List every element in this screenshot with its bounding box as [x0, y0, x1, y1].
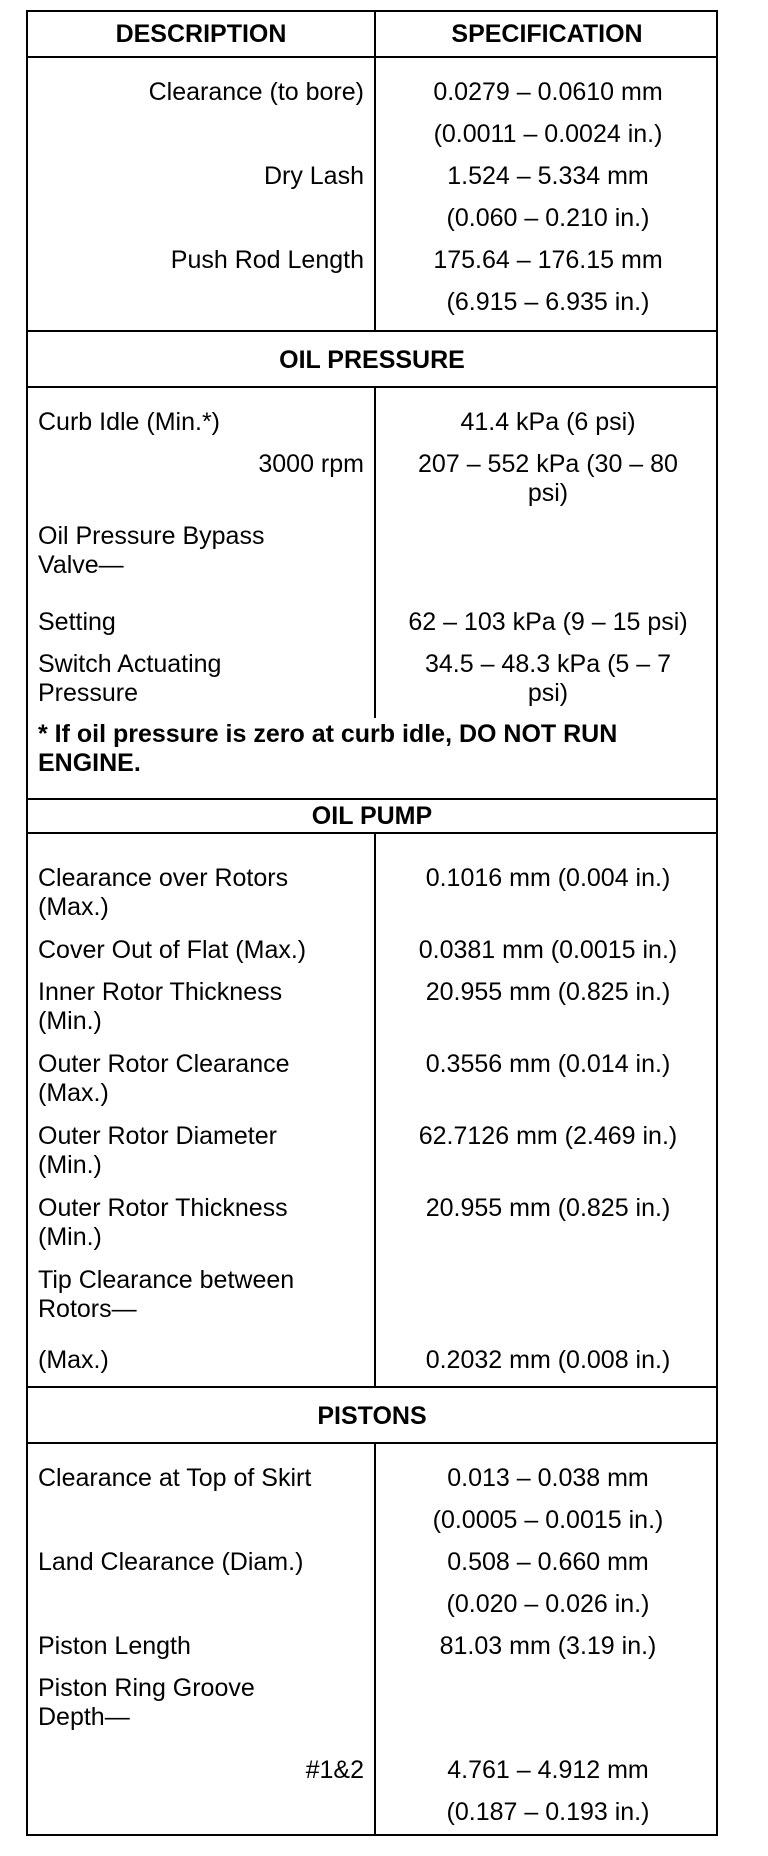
row-spec: 1.524 – 5.334 mm — [447, 162, 649, 190]
column-divider — [374, 1444, 376, 1836]
row-description: Push Rod Length — [170, 246, 364, 274]
section-rule — [28, 1386, 716, 1388]
row-description: Tip Clearance between Rotors— — [38, 1266, 295, 1323]
row-spec: 62.7126 mm (2.469 in.) — [418, 1122, 678, 1150]
row-description: Outer Rotor Diameter (Min.) — [38, 1122, 277, 1179]
row-spec: 0.013 – 0.038 mm — [447, 1464, 649, 1492]
row-description: Curb Idle (Min.*) — [38, 408, 220, 436]
column-divider — [374, 388, 376, 718]
row-description: Switch Actuating Pressure — [38, 650, 222, 707]
column-divider — [374, 834, 376, 1386]
row-description: Piston Ring Groove Depth— — [38, 1674, 255, 1731]
row-spec: 0.3556 mm (0.014 in.) — [425, 1050, 671, 1078]
row-description: Inner Rotor Thickness (Min.) — [38, 978, 283, 1035]
row-spec: 20.955 mm (0.825 in.) — [425, 978, 671, 1006]
row-description: Piston Length — [38, 1632, 191, 1660]
row-spec-imperial: (0.0011 – 0.0024 in.) — [433, 120, 663, 148]
row-spec: 20.955 mm (0.825 in.) — [425, 1194, 671, 1222]
header-rule — [28, 56, 716, 58]
row-description: Cover Out of Flat (Max.) — [38, 936, 307, 964]
section-rule — [28, 386, 716, 388]
row-spec: 41.4 kPa (6 psi) — [460, 408, 636, 436]
row-description: Clearance at Top of Skirt — [38, 1464, 312, 1492]
row-spec: 207 – 552 kPa (30 – 80 psi) — [418, 450, 678, 507]
column-divider — [374, 12, 376, 330]
column-header-description: DESCRIPTION — [115, 20, 287, 48]
row-description: Land Clearance (Diam.) — [38, 1548, 304, 1576]
row-spec-imperial: (0.020 – 0.026 in.) — [446, 1590, 650, 1618]
row-spec: 175.64 – 176.15 mm — [433, 246, 663, 274]
section-rule — [28, 798, 716, 800]
row-spec-imperial: (0.060 – 0.210 in.) — [446, 204, 650, 232]
row-spec: 0.1016 mm (0.004 in.) — [425, 864, 671, 892]
row-spec: 34.5 – 48.3 kPa (5 – 7 psi) — [424, 650, 671, 707]
row-description: (Max.) — [38, 1346, 109, 1374]
section-rule — [28, 832, 716, 834]
row-spec: 0.508 – 0.660 mm — [447, 1548, 649, 1576]
row-spec: 81.03 mm (3.19 in.) — [439, 1632, 657, 1660]
row-description: Outer Rotor Thickness (Min.) — [38, 1194, 288, 1251]
column-header-specification: SPECIFICATION — [451, 20, 643, 48]
section-title-pistons: PISTONS — [317, 1402, 427, 1430]
row-description: Outer Rotor Clearance (Max.) — [38, 1050, 290, 1107]
row-description: 3000 rpm — [258, 450, 364, 478]
row-spec: 4.761 – 4.912 mm — [447, 1756, 649, 1784]
row-description: Oil Pressure Bypass Valve— — [38, 522, 265, 579]
row-description: Dry Lash — [263, 162, 364, 190]
row-description: Clearance (to bore) — [148, 78, 364, 106]
row-spec: 0.0381 mm (0.0015 in.) — [418, 936, 678, 964]
row-description: #1&2 — [305, 1756, 364, 1784]
oil-pressure-warning-note: * If oil pressure is zero at curb idle, DO NOT RUN ENGINE. — [38, 720, 618, 777]
section-title-oil-pump: OIL PUMP — [311, 802, 433, 830]
row-spec-imperial: (0.0005 – 0.0015 in.) — [432, 1506, 664, 1534]
row-spec: 0.2032 mm (0.008 in.) — [425, 1346, 671, 1374]
row-description: Setting — [38, 608, 116, 636]
spec-table — [26, 10, 718, 1836]
section-rule — [28, 1442, 716, 1444]
row-spec: 0.0279 – 0.0610 mm — [433, 78, 663, 106]
row-spec-imperial: (6.915 – 6.935 in.) — [446, 288, 650, 316]
section-title-oil-pressure: OIL PRESSURE — [279, 346, 465, 374]
row-spec-imperial: (0.187 – 0.193 in.) — [446, 1798, 650, 1826]
row-description: Clearance over Rotors (Max.) — [38, 864, 289, 921]
section-rule — [28, 330, 716, 332]
row-spec: 62 – 103 kPa (9 – 15 psi) — [408, 608, 688, 636]
